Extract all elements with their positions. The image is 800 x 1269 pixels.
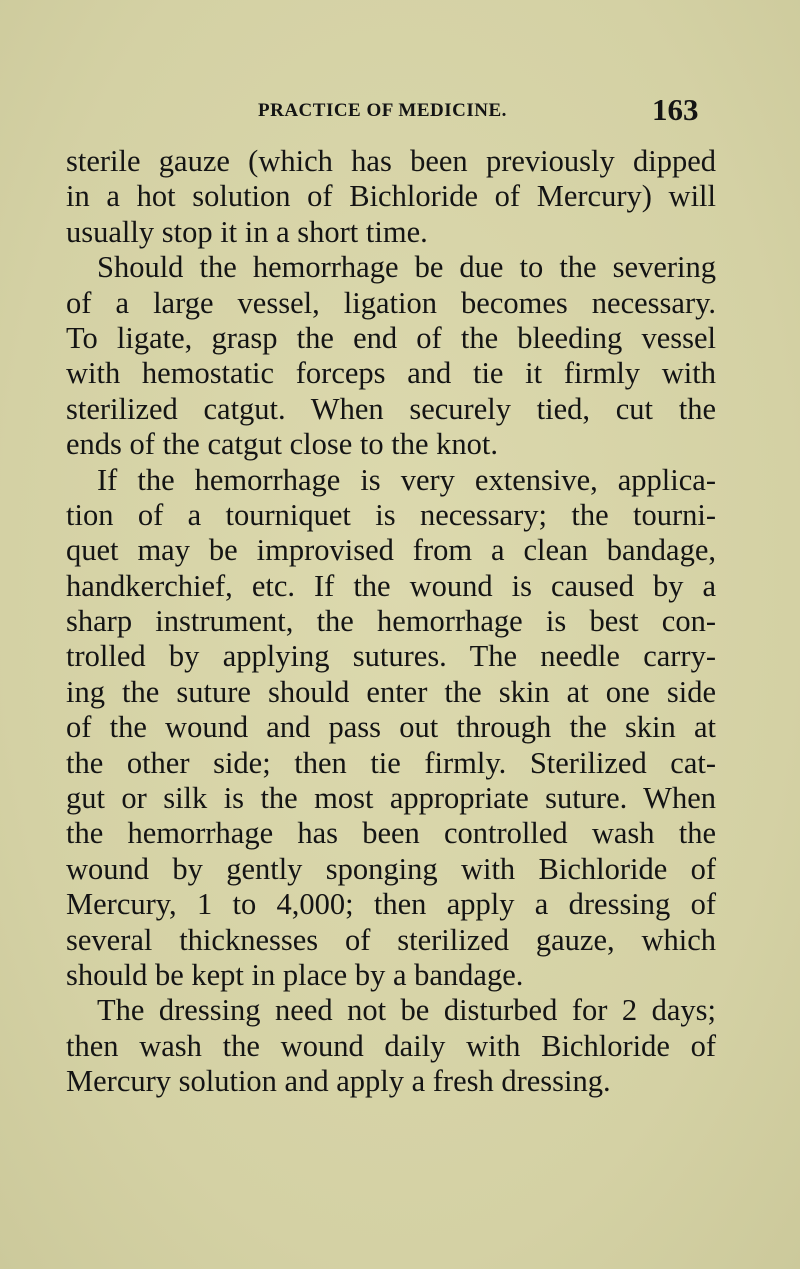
text-line: Mercury solution and apply a fresh dressing. bbox=[66, 1064, 611, 1099]
text-line: then wash the wound daily with Bichloride of bbox=[66, 1028, 716, 1063]
text-line: tion of a tourniquet is necessary; the tourni- bbox=[66, 497, 716, 532]
text-line: Mercury, 1 to 4,000; then apply a dressing of bbox=[66, 887, 716, 922]
text-line: sterilized catgut. When securely tied, cut the bbox=[66, 391, 716, 426]
text-line: ing the suture should enter the skin at one side bbox=[66, 674, 716, 709]
page-header bbox=[0, 92, 800, 132]
text-line: sterile gauze (which has been previously dipped bbox=[66, 144, 716, 178]
text-line: usually stop it in a short time. bbox=[66, 214, 428, 249]
text-line: The dressing need not be disturbed for 2 days; bbox=[97, 993, 716, 1028]
text-line: quet may be improvised from a clean bandage, bbox=[66, 533, 716, 568]
text-line: ends of the catgut close to the knot. bbox=[66, 427, 498, 462]
text-line: with hemostatic forceps and tie it firmly with bbox=[66, 356, 716, 391]
text-line: sharp instrument, the hemorrhage is best con- bbox=[66, 604, 716, 639]
text-line: handkerchief, etc. If the wound is caused by a bbox=[66, 568, 716, 603]
text-line: gut or silk is the most appropriate suture. When bbox=[66, 781, 716, 816]
page-number: 163 bbox=[652, 92, 699, 127]
text-line: the hemorrhage has been controlled wash the bbox=[66, 816, 716, 851]
text-line: Should the hemorrhage be due to the severing bbox=[97, 250, 716, 285]
text-line: in a hot solution of Bichloride of Mercury) will bbox=[66, 179, 716, 214]
body-text bbox=[66, 144, 716, 1100]
running-head: PRACTICE OF MEDICINE. bbox=[258, 100, 507, 121]
text-line: several thicknesses of sterilized gauze, which bbox=[66, 922, 716, 957]
text-line: trolled by applying sutures. The needle carry- bbox=[66, 639, 716, 674]
text-line: of a large vessel, ligation becomes necessary. bbox=[66, 285, 716, 320]
text-line: of the wound and pass out through the skin at bbox=[66, 710, 716, 745]
text-line: If the hemorrhage is very extensive, applica- bbox=[97, 462, 716, 497]
text-line: should be kept in place by a bandage. bbox=[66, 957, 524, 992]
text-line: wound by gently sponging with Bichloride of bbox=[66, 851, 716, 886]
text-line: the other side; then tie firmly. Sterilized cat- bbox=[66, 745, 716, 780]
text-line: To ligate, grasp the end of the bleeding vessel bbox=[66, 320, 716, 355]
